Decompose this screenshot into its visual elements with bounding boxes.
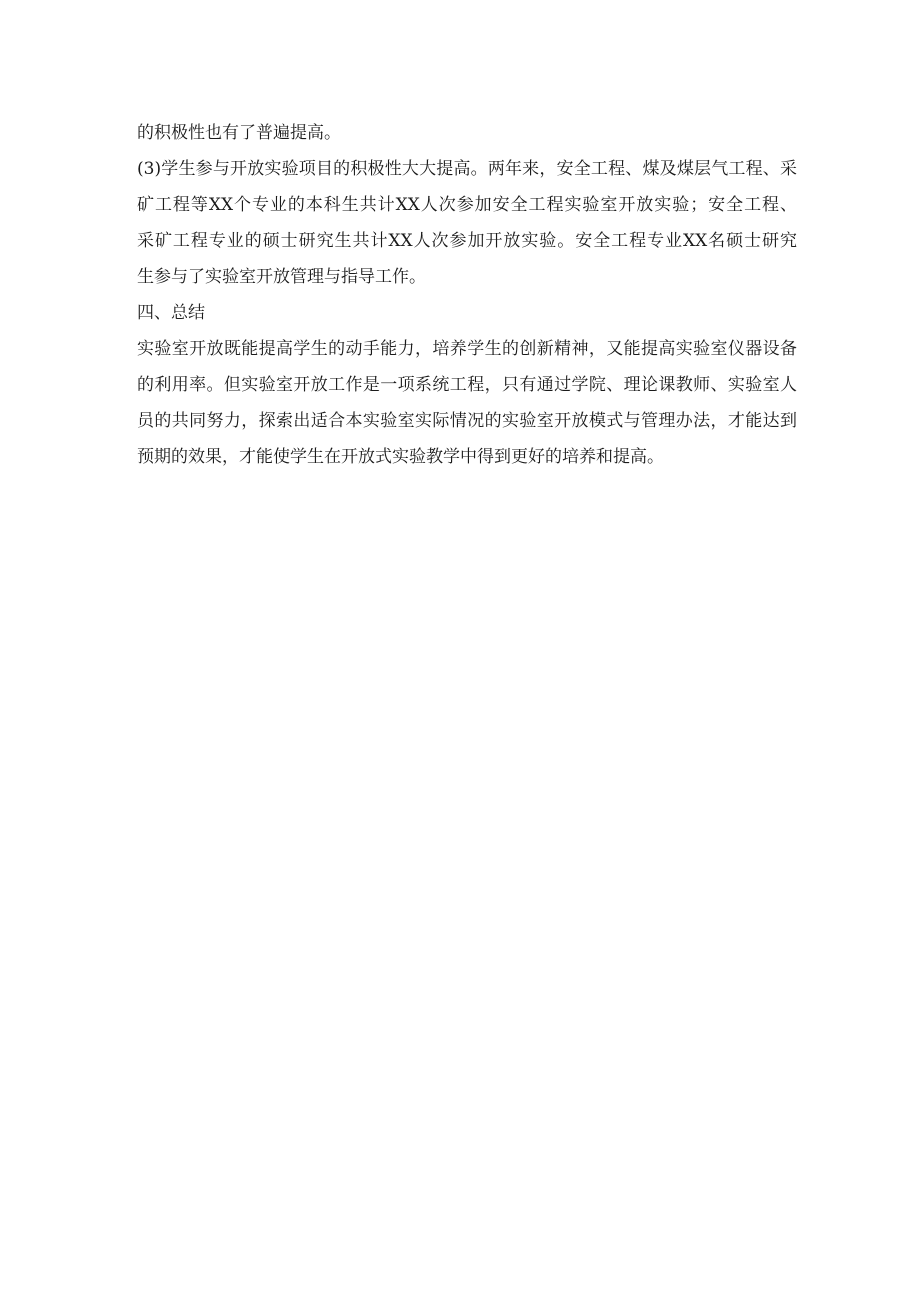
- paragraph-line: 实验室开放既能提高学生的动手能力，培养学生的创新精神，又能提高实验室仪器设备: [137, 339, 797, 359]
- paragraph-line: 员的共同努力，探索出适合本实验室实际情况的实验室开放模式与管理办法，才能达到: [137, 411, 797, 431]
- paragraph-line: 生参与了实验室开放管理与指导工作。: [137, 267, 426, 287]
- paragraph-line: 的利用率。但实验室开放工作是一项系统工程，只有通过学院、理论课教师、实验室人: [137, 375, 797, 395]
- paragraph-line: 矿工程等XX个专业的本科生共计XX人次参加安全工程实验室开放实验；安全工程、: [137, 195, 797, 215]
- paragraph-line: (3)学生参与开放实验项目的积极性大大提高。两年来，安全工程、煤及煤层气工程、采: [137, 159, 797, 179]
- paragraph-line: 预期的效果，才能使学生在开放式实验教学中得到更好的培养和提高。: [137, 447, 664, 467]
- paragraph-line: 的积极性也有了普遍提高。: [137, 123, 341, 143]
- paragraph-line: 采矿工程专业的硕士研究生共计XX人次参加开放实验。安全工程专业XX名硕士研究: [137, 231, 797, 251]
- document-body: [137, 115, 797, 475]
- section-heading: 四、总结: [137, 303, 205, 323]
